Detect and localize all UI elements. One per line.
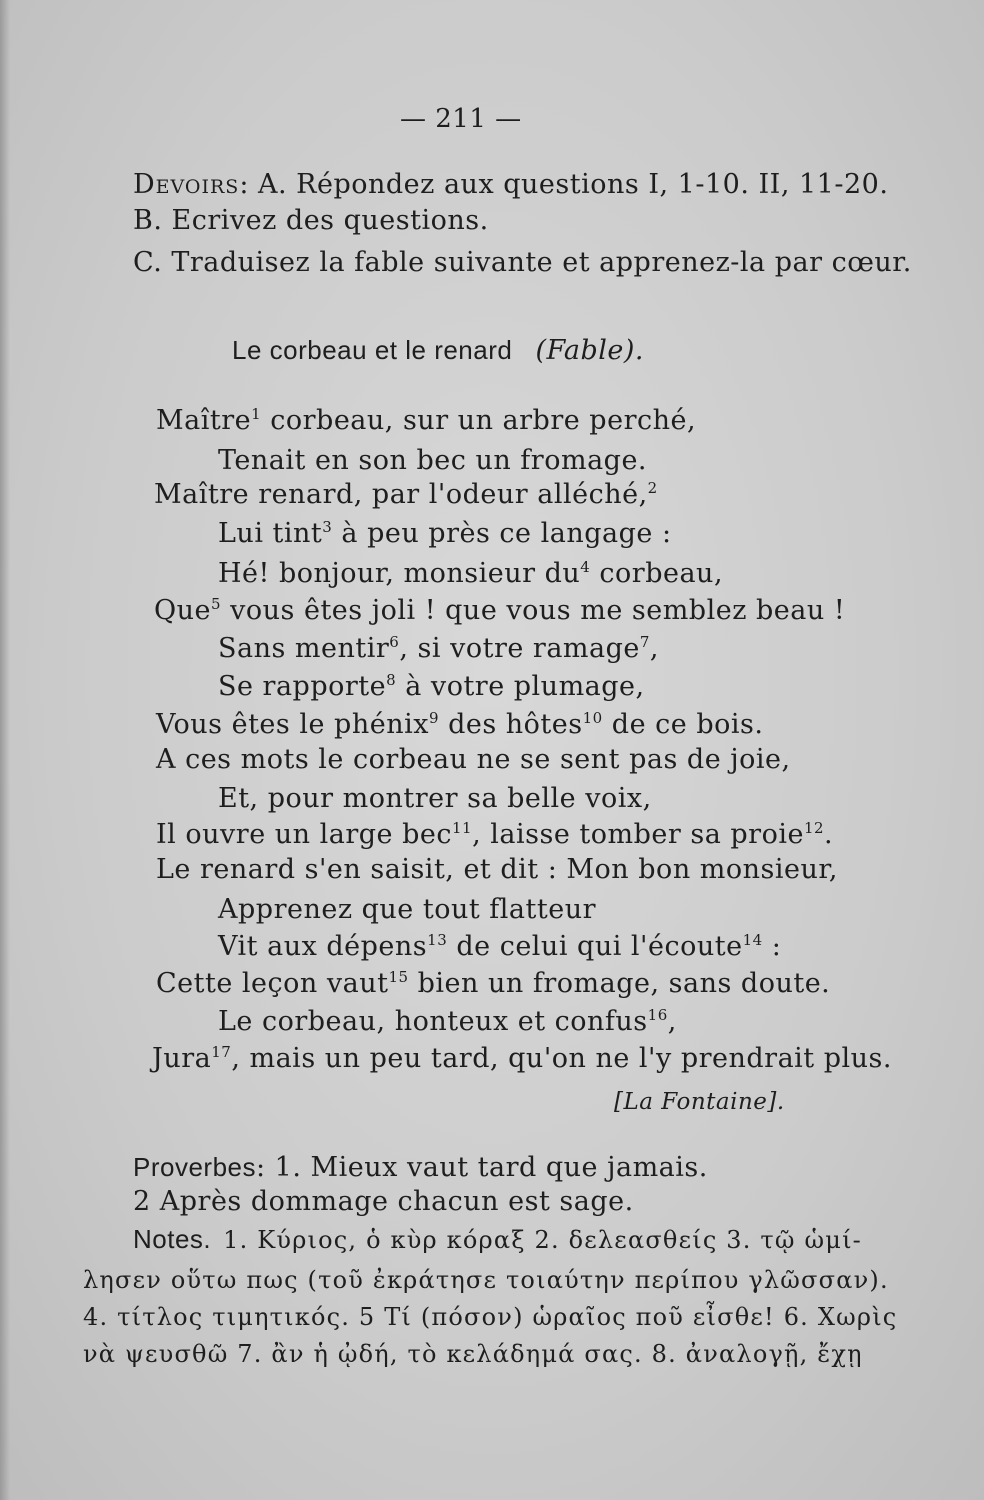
notes-label: Notes. xyxy=(133,1224,212,1254)
devoirs-line-c: C. Traduisez la fable suivante et apprenez-la par cœur. xyxy=(133,247,912,278)
poem-line: Cette leçon vaut$^{15}$ bien un fromage, sans doute. xyxy=(156,968,831,999)
notes-text-1: 1. Κύριος, ὁ κὺρ κόραξ 2. δελεασθείς 3. τῷ ὡμί- xyxy=(223,1226,862,1254)
proverbes-label: Proverbes xyxy=(133,1152,256,1182)
notes-line-4: νὰ ψευσθῶ 7. ἂν ἡ ᾠδή, τὸ κελάδημά σας. 8. ἀναλογῇ, ἔχῃ xyxy=(83,1340,863,1368)
poem-line: Et, pour montrer sa belle voix, xyxy=(218,783,652,814)
proverbes-line-2: 2 Après dommage chacun est sage. xyxy=(133,1186,634,1217)
poem-line: Maître$^1$ corbeau, sur un arbre perché, xyxy=(156,405,697,436)
proverbes-line-1 xyxy=(133,1150,708,1185)
notes-line-1 xyxy=(133,1222,862,1257)
poem-line: Le corbeau, honteux et confus$^{16}$, xyxy=(218,1006,677,1037)
devoirs-line-a xyxy=(133,168,888,202)
notes-line-3: 4. τίτλος τιμητικός. 5 Τί (πόσον) ὡραῖος ποῦ εἶσθε! 6. Χωρὶς xyxy=(83,1303,898,1331)
poem-line: Hé! bonjour, monsieur $du^4$ corbeau, xyxy=(218,558,724,589)
proverbe-1: : 1. Mieux vaut tard que jamais. xyxy=(256,1152,708,1183)
poem-line: Maître renard, par l'odeur alléché,$^2$ xyxy=(154,479,658,510)
fable-heading xyxy=(232,333,644,368)
poem-line: Jura$^{17}$, mais un peu tard, qu'on ne l'y prendrait plus. xyxy=(152,1043,892,1074)
page-number: — 211 — xyxy=(400,104,522,134)
poem-line: Vous êtes le phénix$^9$ des hôtes$^{10}$ de ce bois. xyxy=(156,709,764,740)
poem-line: Tenait en son bec un fromage. xyxy=(218,445,648,476)
poem-line: Le renard s'en saisit, et dit : Mon bon monsieur, xyxy=(156,854,838,885)
poem-line: Il ouvre un large bec$^{11}$, laisse tomber sa proie$^{12}$. xyxy=(156,819,834,850)
page-edge-shadow xyxy=(0,0,10,1500)
poem-line: Se rapporte$^8$ à votre plumage, xyxy=(218,671,645,702)
poem-line: Vit aux dépens$^{13}$ de celui qui l'écoute$^{14}$ : xyxy=(218,931,782,962)
fable-title: Le corbeau et le renard xyxy=(232,335,513,365)
devoirs-line-b: B. Ecrivez des questions. xyxy=(133,205,489,236)
poem-line: Apprenez que tout flatteur xyxy=(218,894,596,925)
attribution: [La Fontaine]. xyxy=(614,1089,785,1115)
devoirs-label: Devoirs xyxy=(133,169,240,200)
poem-line: Lui tint$^3$ à peu près ce langage : xyxy=(218,518,672,549)
fable-subtitle: (Fable). xyxy=(535,335,644,366)
poem-line: A ces mots le corbeau ne se sent pas de joie, xyxy=(156,744,791,775)
poem-line: Que$^5$ vous êtes joli ! que vous me semblez beau ! xyxy=(154,595,846,626)
devoirs-a: : A. Répondez aux questions I, 1-10. II, 11-20. xyxy=(239,169,889,200)
notes-line-2: λησεν οὕτω πως (τοῦ ἐκράτησε τοιαύτην περίπου γλῶσσαν). xyxy=(83,1266,889,1294)
poem-line: Sans mentir$^6$, si votre ramage$^7$, xyxy=(218,633,660,664)
